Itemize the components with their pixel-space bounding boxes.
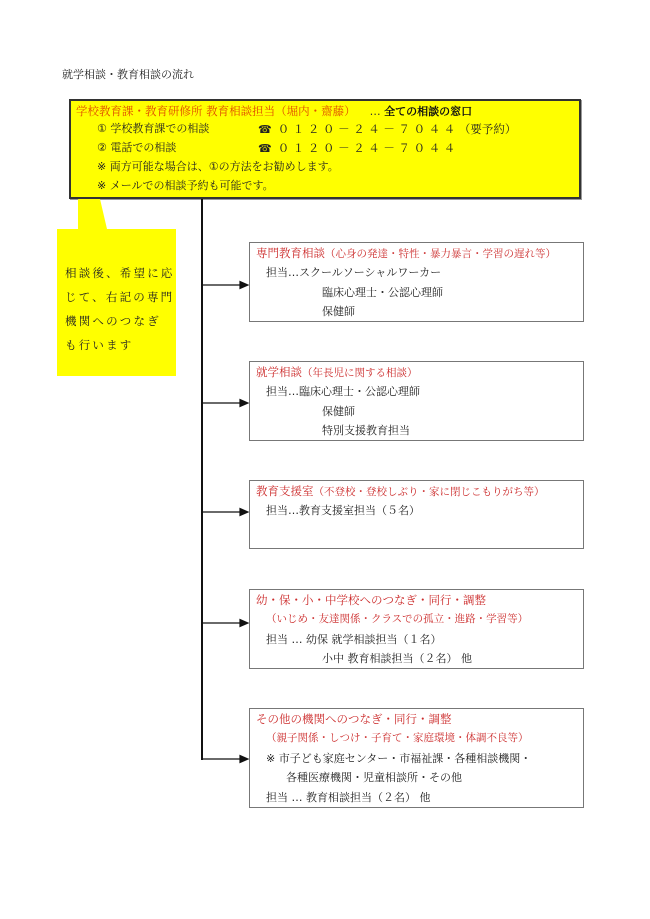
phone-number[interactable]: ☎ ０１２０－２４－７０４４（要予約） (258, 122, 517, 136)
ellipsis: … (369, 105, 381, 118)
category-box-school-entry (249, 361, 584, 441)
telephone-icon: ☎ (258, 142, 272, 155)
note-recommendation: ※ 両方可能な場合は、①の方法をお勧めします。 (97, 160, 339, 173)
agency-line: 各種医療機関・児童相談所・その他 (286, 771, 462, 784)
method-label: ① 学校教育課での相談 (97, 122, 210, 135)
page-title: 就学相談・教育相談の流れ (62, 68, 194, 81)
category-box-education-support (249, 480, 584, 549)
arrow-connectors (202, 282, 248, 763)
callout-line: じて、右記の専門 (65, 290, 175, 304)
category-title: 専門教育相談（心身の発達・特性・暴力暴言・学習の遅れ等） (256, 246, 556, 260)
staff-line: 小中 教育相談担当（２名） 他 (322, 652, 472, 665)
method-label: ② 電話での相談 (97, 141, 177, 154)
staff-line: 担当…教育支援室担当（５名） (266, 504, 420, 517)
category-subtitle: （親子関係・しつけ・子育て・家庭環境・体調不良等） (266, 732, 529, 744)
staff-line: 保健師 (322, 405, 355, 418)
callout-referral-note (57, 229, 176, 376)
vertical-connector-line (201, 199, 203, 760)
category-subtitle: （いじめ・友達関係・クラスでの孤立・進路・学習等） (266, 613, 529, 625)
staff-line: 担当…臨床心理士・公認心理師 (266, 385, 420, 398)
staff-line: 担当 … 幼保 就学相談担当（１名） (266, 633, 442, 646)
consult-method-in-person (97, 120, 517, 139)
callout-line: 機関へのつなぎ (65, 314, 161, 328)
callout-line: 相談後、希望に応 (65, 266, 175, 280)
consult-method-phone (97, 139, 459, 158)
staff-line: 特別支援教育担当 (322, 424, 410, 437)
telephone-icon: ☎ (258, 123, 272, 136)
category-title: 幼・保・小・中学校へのつなぎ・同行・調整 (256, 593, 486, 607)
staff-line: 担当 … 教育相談担当（２名） 他 (266, 791, 431, 804)
callout-line: も行います (65, 338, 134, 352)
category-title: 教育支援室（不登校・登校しぶり・家に閉じこもりがち等） (256, 484, 545, 498)
staff-line: 保健師 (322, 305, 355, 318)
role-label: 全ての相談の窓口 (384, 105, 473, 118)
agency-line: ※ 市子ども家庭センター・市福祉課・各種相談機関・ (266, 752, 532, 765)
category-title: その他の機関へのつなぎ・同行・調整 (256, 712, 452, 726)
main-contact-box (69, 99, 581, 199)
callout-pointer (78, 199, 107, 229)
organization-name: 学校教育課・教育研修所 教育相談担当（堀内・齋藤） (76, 104, 356, 118)
main-box-header (76, 102, 472, 122)
phone-number[interactable]: ☎ ０１２０－２４－７０４４ (258, 141, 459, 155)
category-title: 就学相談（年長児に関する相談） (256, 365, 418, 379)
staff-line: 臨床心理士・公認心理師 (322, 286, 443, 299)
category-box-other-agencies (249, 708, 584, 808)
staff-line: 担当…スクールソーシャルワーカー (266, 266, 442, 279)
category-box-special-education (249, 242, 584, 322)
note-email: ※ メールでの相談予約も可能です。 (97, 179, 274, 192)
reservation-note: （要予約） (458, 122, 517, 136)
category-box-school-coordination (249, 589, 584, 669)
